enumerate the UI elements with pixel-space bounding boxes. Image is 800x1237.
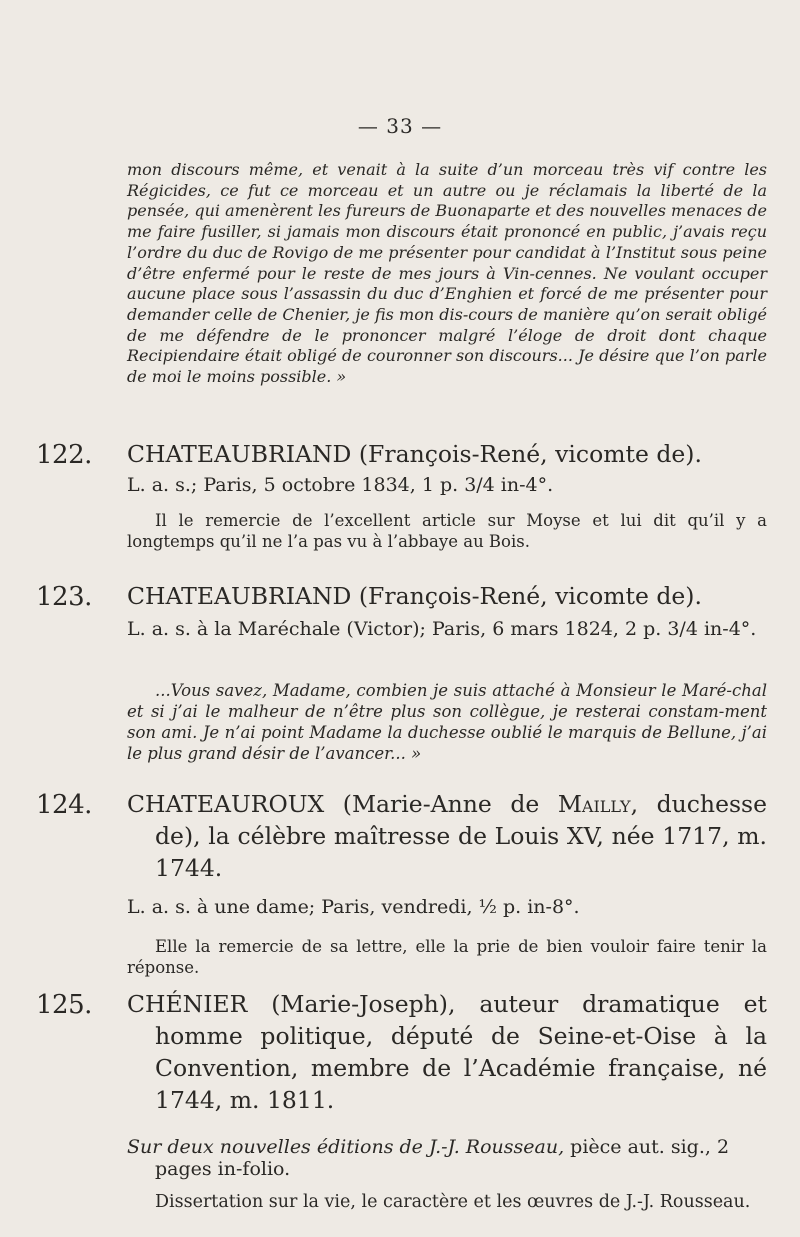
lot-description-title: Sur deux nouvelles éditions de J.-J. Rousseau,: [127, 1136, 565, 1158]
lot-body: Elle la remercie de sa lettre, elle la prie de bien vouloir faire tenir la réponse.: [127, 937, 767, 977]
lot-description-rest: pièce aut. sig., 2 pages in-folio.: [155, 1136, 730, 1180]
lot-heading-part: CHATEAUROUX (Marie-Anne de: [127, 790, 558, 818]
lot-heading-text: CHÉNIER (Marie-Joseph), auteur dramatique et homme politique, député de Seine-et-Oise à la Convention, membre de l’Académie française, né 1744, m. 1811.: [127, 990, 767, 1114]
lot-heading: CHATEAUBRIAND (François-René, vicomte de).: [127, 582, 702, 610]
lot-body: ...Vous savez, Madame, combien je suis attaché à Monsieur le Maré-chal et si j’ai le malheur de n’être plus son collègue, je resterai constam-ment son ami. Je n’ai point Madame la duchesse oublié le marquis de Bellune, j’ai le plus grand désir de l’avancer... »: [127, 681, 767, 763]
lot-number: 122.: [36, 440, 92, 470]
lot-description: L. a. s. à une dame; Paris, vendredi, ½ p. in-8°.: [127, 896, 580, 918]
lot-heading: [127, 988, 767, 1116]
lot-description: L. a. s. à la Maréchale (Victor); Paris, 6 mars 1824, 2 p. 3/4 in-4°.: [127, 618, 757, 640]
lot-heading: [127, 788, 767, 884]
lot-heading-part: , duchesse de), la célèbre maîtresse de Louis XV, née 1717, m. 1744.: [155, 790, 768, 882]
lot-description: [127, 1136, 767, 1180]
lot-heading-surname: Mailly: [557, 790, 631, 818]
lot-number: 124.: [36, 790, 92, 820]
lot-body: Dissertation sur la vie, le caractère et les œuvres de J.-J. Rousseau.: [155, 1192, 751, 1212]
lot-body: Il le remercie de l’excellent article sur Moyse et lui dit qu’il y a longtemps qu’il ne l’a pas vu à l’abbaye au Bois.: [127, 511, 767, 551]
lot-number: 123.: [36, 582, 92, 612]
page-number: — 33 —: [357, 114, 443, 138]
continued-letter-quote: mon discours même, et venait à la suite d’un morceau très vif contre les Régicides, ce fut ce morceau et un autre ou je réclamais la liberté de la pensée, qui amenèrent les fureurs de Buonaparte et des nouvelles menaces de me faire fusiller, si jamais mon discours était prononcé en public, j’avais reçu l’ordre du duc de Rovigo de me présenter pour candidat à l’Institut sous peine d’être enfermé pour le reste de mes jours à Vin-cennes. Ne voulant occuper aucune place sous l’assassin du duc d’Enghien et forcé de me présenter pour demander celle de Chenier, je fis mon dis-cours de manière qu’on serait obligé de me défendre de le prononcer malgré l’éloge de droit dont chaque Recipiendaire était obligé de couronner son discours... Je désire que l’on parle de moi le moins possible. »: [127, 160, 767, 387]
lot-number: 125.: [36, 990, 92, 1020]
lot-description: L. a. s.; Paris, 5 octobre 1834, 1 p. 3/4 in-4°.: [127, 474, 554, 496]
lot-heading: CHATEAUBRIAND (François-René, vicomte de).: [127, 440, 702, 468]
